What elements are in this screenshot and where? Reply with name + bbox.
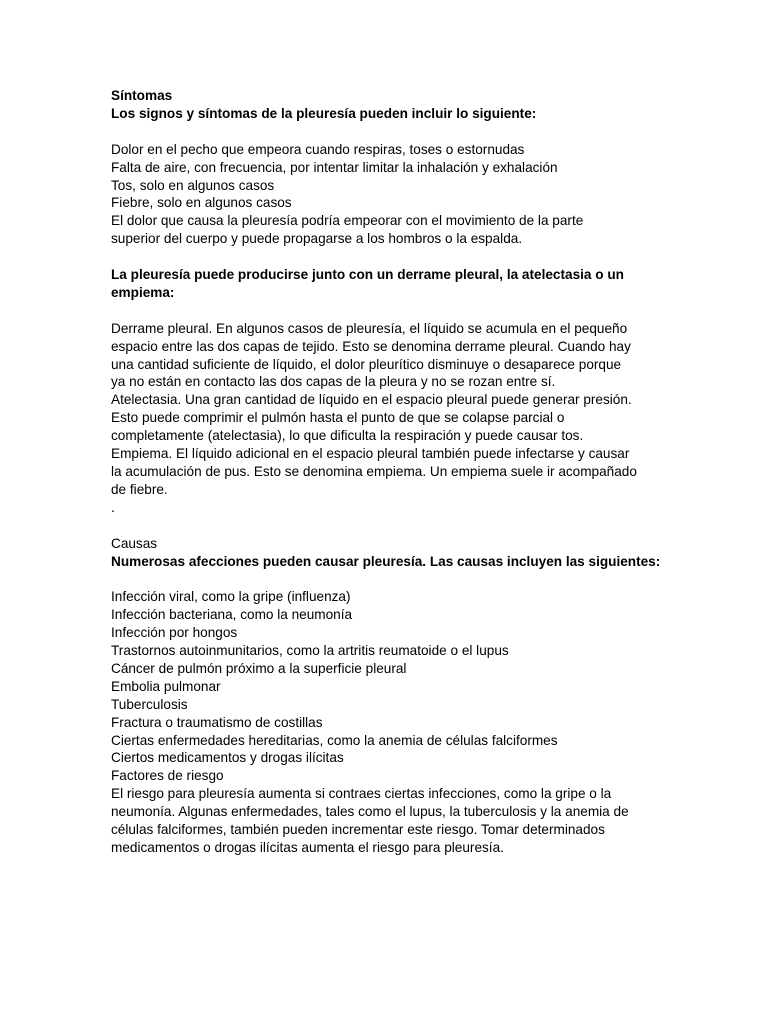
section-heading-causas: Causas xyxy=(111,535,158,551)
text-line: Atelectasia. Una gran cantidad de líquido en el espacio pleural puede generar presión. xyxy=(111,392,632,408)
causas-list xyxy=(111,588,671,857)
text-line: ya no están en contacto las dos capas de la pleura y no se rozan entre sí. xyxy=(111,374,556,390)
text-line: Embolia pulmonar xyxy=(111,678,221,694)
text-line: Derrame pleural. En algunos casos de pleuresía, el líquido se acumula en el pequeño xyxy=(111,320,628,336)
text-line: Tuberculosis xyxy=(111,696,188,712)
text-line: completamente (atelectasia), lo que dificulta la respiración y puede causar tos. xyxy=(111,428,584,444)
paragraph-gap xyxy=(111,248,671,266)
paragraph-gap xyxy=(111,123,671,141)
causas-section xyxy=(111,535,671,857)
text-line: Fiebre, solo en algunos casos xyxy=(111,195,292,211)
text-line: medicamentos o drogas ilícitas aumenta el riesgo para pleuresía. xyxy=(111,839,504,855)
text-line: células falciformes, también pueden incrementar este riesgo. Tomar determinados xyxy=(111,822,605,838)
text-line: la acumulación de pus. Esto se denomina empiema. Un empiema suele ir acompañado xyxy=(111,463,637,479)
text-line: . xyxy=(111,499,115,515)
text-line: El dolor que causa la pleuresía podría empeorar con el movimiento de la parte xyxy=(111,213,584,229)
complicaciones-heading xyxy=(111,266,671,302)
document-page xyxy=(111,87,671,857)
text-line: superior del cuerpo y puede propagarse a los hombros o la espalda. xyxy=(111,231,523,247)
text-line: Ciertas enfermedades hereditarias, como la anemia de células falciformes xyxy=(111,732,558,748)
text-line: una cantidad suficiente de líquido, el dolor pleurítico disminuye o desaparece porque xyxy=(111,356,622,372)
section-heading-sintomas: Síntomas xyxy=(111,88,173,103)
text-line: Infección bacteriana, como la neumonía xyxy=(111,607,353,623)
text-line: Falta de aire, con frecuencia, por intentar limitar la inhalación y exhalación xyxy=(111,159,558,175)
text-line: El riesgo para pleuresía aumenta si contraes ciertas infecciones, como la gripe o la xyxy=(111,786,612,802)
text-line: Infección viral, como la gripe (influenza) xyxy=(111,589,351,605)
text-line: Dolor en el pecho que empeora cuando respiras, toses o estornudas xyxy=(111,141,525,157)
text-line: Factores de riesgo xyxy=(111,768,224,784)
text-line: de fiebre. xyxy=(111,481,168,497)
text-line: Fractura o traumatismo de costillas xyxy=(111,714,323,730)
sintomas-list xyxy=(111,141,671,248)
complicaciones-section xyxy=(111,266,671,517)
text-line: Infección por hongos xyxy=(111,625,238,641)
text-line: La pleuresía puede producirse junto con un derrame pleural, la atelectasia o un xyxy=(111,267,624,283)
text-line: neumonía. Algunas enfermedades, tales como el lupus, la tuberculosis y la anemia de xyxy=(111,804,629,820)
text-line: Empiema. El líquido adicional en el espacio pleural también puede infectarse y causar xyxy=(111,446,630,462)
paragraph-gap xyxy=(111,517,671,535)
text-line: Trastornos autoinmunitarios, como la artritis reumatoide o el lupus xyxy=(111,643,509,659)
text-line: espacio entre las dos capas de tejido. Esto se denomina derrame pleural. Cuando hay xyxy=(111,338,631,354)
sintomas-section xyxy=(111,87,671,248)
text-line: Tos, solo en algunos casos xyxy=(111,177,275,193)
complicaciones-text xyxy=(111,320,671,517)
paragraph-gap xyxy=(111,570,671,588)
text-line: Ciertos medicamentos y drogas ilícitas xyxy=(111,750,344,766)
section-intro-causas: Numerosas afecciones pueden causar pleuresía. Las causas incluyen las siguientes: xyxy=(111,553,661,569)
text-line: Cáncer de pulmón próximo a la superficie pleural xyxy=(111,660,407,676)
text-line: empiema: xyxy=(111,284,175,300)
text-line: Esto puede comprimir el pulmón hasta el punto de que se colapse parcial o xyxy=(111,410,565,426)
section-intro-sintomas: Los signos y síntomas de la pleuresía pueden incluir lo siguiente: xyxy=(111,105,537,121)
paragraph-gap xyxy=(111,302,671,320)
